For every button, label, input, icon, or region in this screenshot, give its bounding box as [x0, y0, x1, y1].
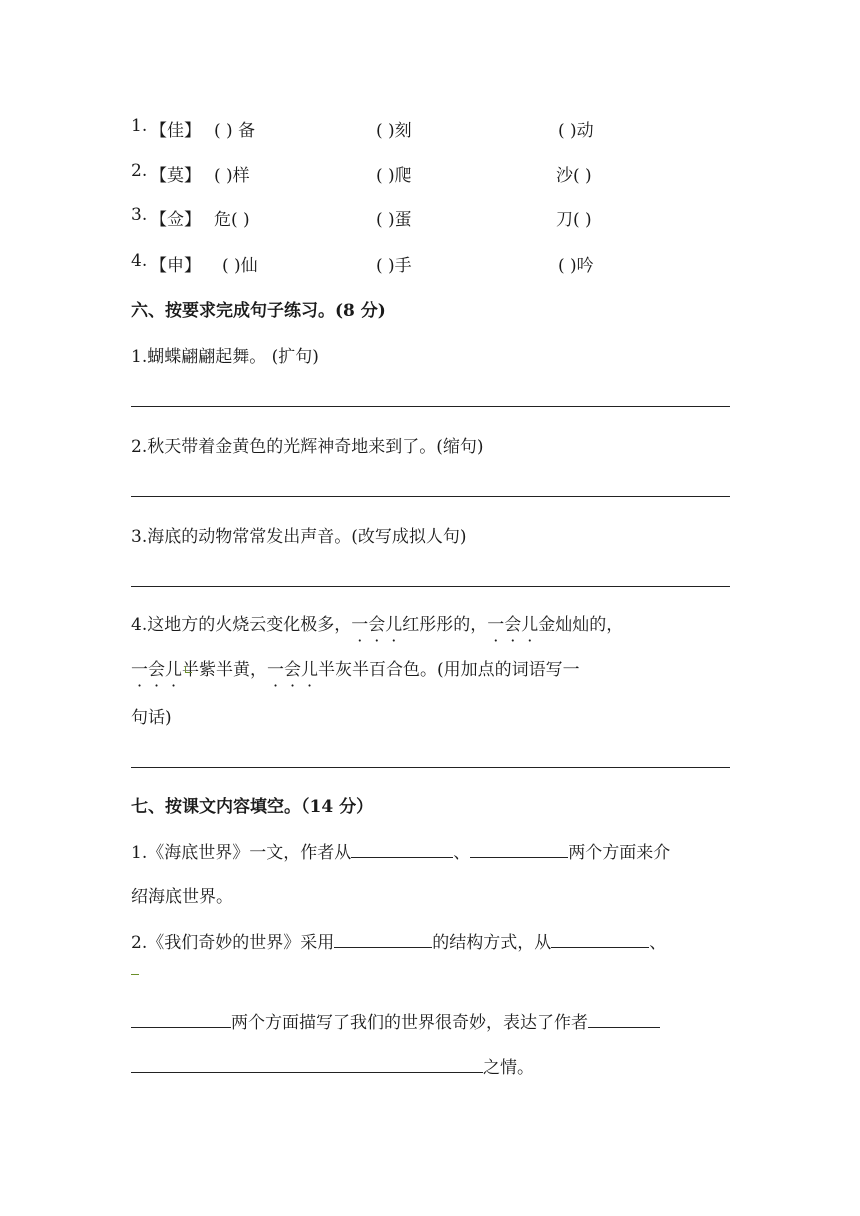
sentence-text: 金灿灿的，	[538, 615, 624, 635]
blank-item: ( )动	[558, 121, 594, 141]
key-char: 【申】	[150, 256, 201, 276]
dotted-char: 儿	[385, 615, 403, 635]
question-7-2-line-2	[131, 1008, 660, 1033]
blank-item: ( )样	[214, 166, 250, 186]
dotted-char: 一	[267, 660, 284, 680]
blank-item: ( )爬	[376, 166, 412, 186]
question-text: 、	[453, 843, 471, 863]
fill-blank[interactable]	[131, 1009, 231, 1028]
blank-item: ( )仙	[222, 256, 258, 276]
question-6-4-line-2	[131, 655, 580, 680]
sentence-text: 红彤彤的，	[402, 615, 488, 635]
blank-item: 刀( )	[556, 210, 592, 230]
question-text: 1.《海底世界》一文，作者从	[131, 843, 352, 863]
blank-item: ( )手	[376, 256, 412, 276]
row-number: 2.	[131, 161, 148, 181]
question-text: 、	[649, 933, 667, 953]
edit-mark-icon	[185, 666, 192, 673]
dotted-char: 会	[284, 660, 301, 680]
question-7-1-line-2: 绍海底世界。	[131, 887, 233, 907]
fill-blank[interactable]	[551, 929, 649, 948]
question-text: 的结构方式，从	[432, 933, 552, 953]
key-char: 【佥】	[150, 210, 201, 230]
question-text: 之情。	[483, 1058, 534, 1078]
fill-blank[interactable]	[470, 839, 568, 858]
blank-item: 危( )	[214, 210, 250, 230]
question-text: 2.《我们奇妙的世界》采用	[131, 933, 335, 953]
dotted-word	[131, 660, 182, 680]
question-7-1-line-1	[131, 838, 670, 863]
fill-blank[interactable]	[131, 1054, 483, 1073]
answer-line-6-3[interactable]	[131, 586, 730, 587]
question-6-3: 3.海底的动物常常发出声音。(改写成拟人句)	[131, 527, 467, 547]
question-text: 两个方面描写了我们的世界很奇妙，表达了作者	[231, 1013, 588, 1033]
section-6-title: 六、按要求完成句子练习。(8 分)	[131, 301, 386, 321]
fill-blank[interactable]	[588, 1009, 660, 1028]
question-6-2: 2.秋天带着金黄色的光辉神奇地来到了。(缩句)	[131, 437, 484, 457]
dotted-char: 儿	[165, 660, 182, 680]
dotted-char: 会	[504, 615, 522, 635]
key-char: 【佳】	[150, 121, 201, 141]
blank-item: 沙( )	[556, 166, 592, 186]
answer-line-6-4[interactable]	[131, 767, 730, 768]
row-number: 3.	[131, 205, 148, 225]
answer-line-6-1[interactable]	[131, 406, 730, 407]
row-number: 4.	[131, 251, 148, 271]
dotted-word	[351, 615, 402, 635]
dotted-word	[487, 615, 538, 635]
sentence-text: 4.这地方的火烧云变化极多，	[131, 615, 352, 635]
blank-item: ( )吟	[558, 256, 594, 276]
fill-blank[interactable]	[351, 839, 453, 858]
blank-item: ( )刻	[376, 121, 412, 141]
dotted-char: 儿	[301, 660, 318, 680]
dotted-char: 一	[131, 660, 148, 680]
question-7-2-line-1	[131, 928, 666, 953]
row-number: 1.	[131, 116, 148, 136]
question-6-4-line-1	[131, 610, 623, 635]
fill-blank[interactable]	[334, 929, 432, 948]
key-char: 【莫】	[150, 166, 201, 186]
sentence-text: 半紫半黄，	[182, 660, 267, 680]
sentence-text: 半灰半百合色。(用加点的词语写一	[318, 660, 580, 680]
dotted-char: 一	[351, 615, 369, 635]
dotted-char: 会	[148, 660, 165, 680]
question-text: 两个方面来介	[568, 843, 671, 863]
dotted-char: 会	[368, 615, 386, 635]
question-6-1: 1.蝴蝶翩翩起舞。 (扩句)	[131, 347, 319, 367]
stray-mark	[131, 968, 139, 975]
dotted-char: 儿	[521, 615, 539, 635]
answer-line-6-2[interactable]	[131, 496, 730, 497]
dotted-word	[267, 660, 318, 680]
blank-item: ( )蛋	[376, 210, 412, 230]
question-7-2-line-3	[131, 1053, 534, 1078]
dotted-char: 一	[487, 615, 505, 635]
section-7-title: 七、按课文内容填空。（14 分）	[131, 797, 374, 817]
blank-item: ( ) 备	[214, 121, 256, 141]
question-6-4-line-3: 句话)	[131, 708, 172, 728]
